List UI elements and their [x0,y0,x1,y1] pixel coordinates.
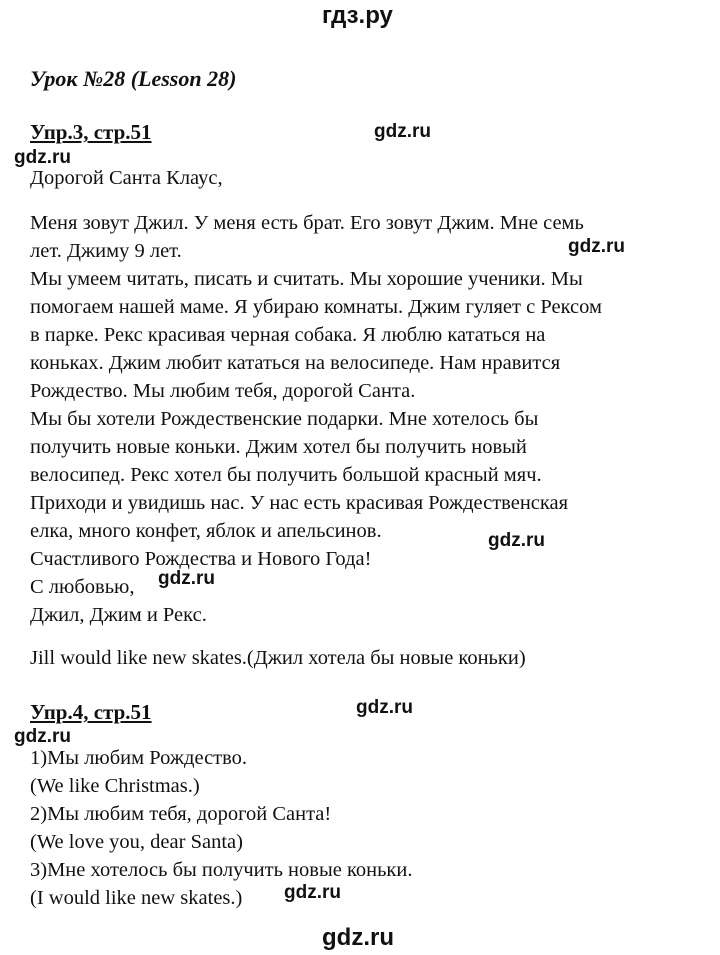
answer-line: Jill would like new skates.(Джил хотела бы новые коньки) [30,647,526,669]
letter-line: коньках. Джим любит кататься на велосипеде. Нам нравится [30,352,561,374]
site-header: гдз.ру [322,2,393,29]
letter-line: Мы умеем читать, писать и считать. Мы хорошие ученики. Мы [30,268,583,290]
exercise-3-heading: Упр.3, стр.51 [30,120,152,144]
watermark: gdz.ru [374,121,431,142]
letter-line: получить новые коньки. Джим хотел бы получить новый [30,436,527,458]
letter-line: Меня зовут Джил. У меня есть брат. Его зовут Джим. Мне семь [30,212,584,234]
watermark: gdz.ru [158,568,215,589]
letter-line: в парке. Рекс красивая черная собака. Я люблю кататься на [30,324,546,346]
watermark: gdz.ru [488,530,545,551]
lesson-title: Урок №28 (Lesson 28) [30,66,237,91]
answer-line: (I would like new skates.) [30,887,243,909]
watermark: gdz.ru [322,924,394,951]
watermark: gdz.ru [356,697,413,718]
letter-line: Рождество. Мы любим тебя, дорогой Санта. [30,380,416,402]
letter-line: Мы бы хотели Рождественские подарки. Мне хотелось бы [30,408,539,430]
watermark: gdz.ru [568,236,625,257]
letter-line: С любовью, [30,576,135,598]
letter-line: лет. Джиму 9 лет. [30,240,182,262]
letter-line: Счастливого Рождества и Нового Года! [30,548,372,570]
letter-line: велосипед. Рекс хотел бы получить большой красный мяч. [30,464,542,486]
watermark: gdz.ru [14,726,71,747]
letter-line: Джил, Джим и Рекс. [30,604,207,626]
answer-line: 2)Мы любим тебя, дорогой Санта! [30,803,332,825]
watermark: gdz.ru [284,882,341,903]
letter-line: Дорогой Санта Клаус, [30,167,223,189]
letter-line: Приходи и увидишь нас. У нас есть красивая Рождественская [30,492,569,514]
answer-line: 1)Мы любим Рождество. [30,747,248,769]
answer-line: (We like Christmas.) [30,775,200,797]
answer-line: 3)Мне хотелось бы получить новые коньки. [30,859,413,881]
letter-line: елка, много конфет, яблок и апельсинов. [30,520,382,542]
letter-line: помогаем нашей маме. Я убираю комнаты. Джим гуляет с Рексом [30,296,602,318]
watermark: gdz.ru [14,147,71,168]
exercise-4-heading: Упр.4, стр.51 [30,700,152,724]
answer-line: (We love you, dear Santa) [30,831,243,853]
